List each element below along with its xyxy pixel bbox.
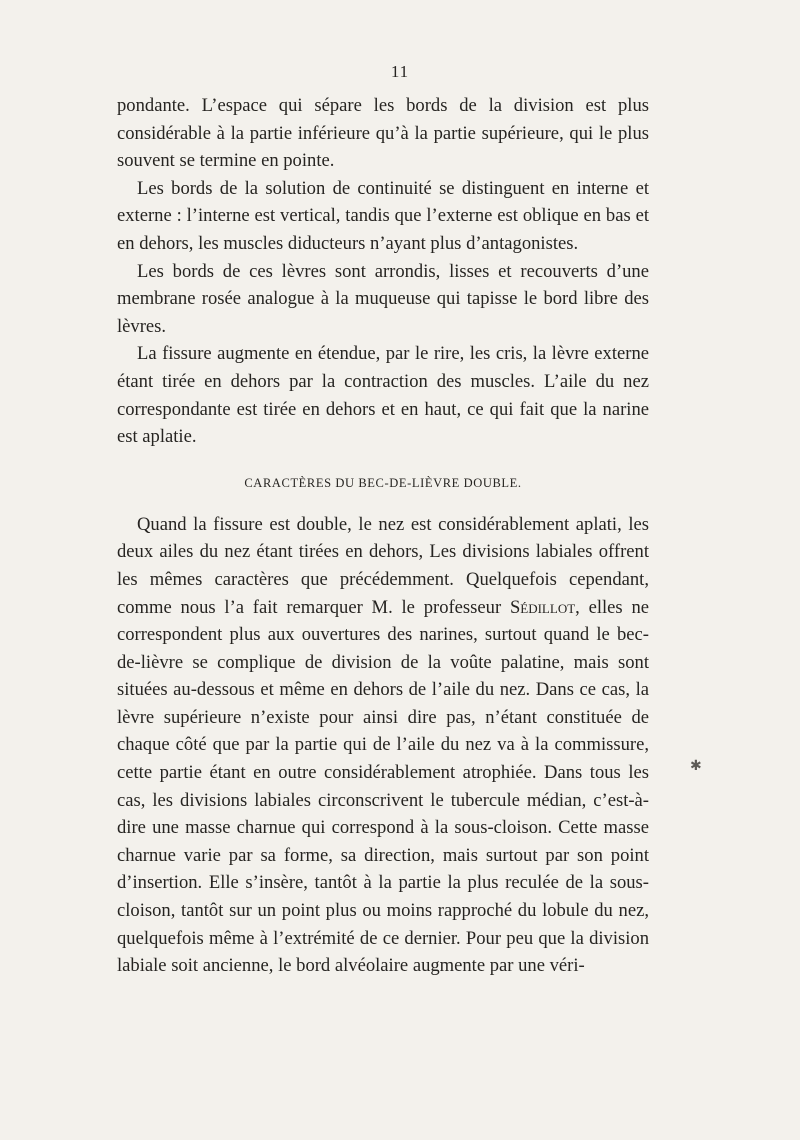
- paragraph-4: La fissure augmente en étendue, par le rire, les cris, la lèvre externe étant tirée en dehors par la contraction des muscles. L’aile du nez correspondante est tirée en dehors et en haut, ce qui fait que la narine est aplatie.: [117, 343, 649, 448]
- paragraph-3: Les bords de ces lèvres sont arrondis, lisses et recouverts d’une membrane rosée analogue à la muqueuse qui tapisse le bord libre des lèvres.: [117, 260, 649, 337]
- paragraph-5-part-2: , elles ne correspondent plus aux ouvertures des narines, surtout quand le bec-de-lièvre se complique de division de la voûte palatine, mais sont situées au-dessous et même en dehors de l’aile du nez. Dans ce cas, la lèvre supérieure n’existe pour ainsi dire pas, n’étant constituée de chaque côté que par la partie qui de l’aile du nez va à la commissure, cette partie étant en outre considérablement atrophiée. Dans tous les cas, les divisions labiales circonscrivent le tubercule médian, c’est-à-dire une masse charnue qui correspond à la sous-cloison. Cette masse charnue varie par sa forme, sa direction, mais surtout par son point d’insertion. Elle s’insère, tantôt à la partie la plus reculée de la sous-cloison, tantôt sur un point plus ou moins rapproché du lobule du nez, quelquefois même à l’extrémité de ce dernier. Pour peu que la division labiale soit ancienne, le bord alvéolaire augmente par une véri-: [117, 596, 649, 977]
- paragraph-2: Les bords de la solution de continuité se distinguent en interne et externe : l’interne est vertical, tandis que l’externe est oblique en bas et en dehors, les muscles diducteurs n’ayant plus d’antagonistes.: [117, 177, 649, 254]
- section-heading: CARACTÈRES DU BEC-DE-LIÈVRE DOUBLE.: [244, 475, 522, 490]
- paragraph-5: [117, 511, 649, 980]
- page-number: 11: [390, 62, 410, 81]
- body-text: [117, 92, 649, 980]
- paragraph-5-part-1: Quand la fissure est double, le nez est considérablement aplati, les deux ailes du nez étant tirées en dehors, Les divisions labiales offrent les mêmes caractères que précédemment. Quelquefois cependant, comme nous l’a fait remarquer M. le professeur: [117, 513, 649, 618]
- author-name: Sédillot: [509, 596, 576, 618]
- ink-spot: ✱: [690, 759, 702, 774]
- paragraph-1: pondante. L’espace qui sépare les bords de la division est plus considérable à la partie inférieure qu’à la partie supérieure, qui le plus souvent se termine en pointe.: [117, 95, 649, 172]
